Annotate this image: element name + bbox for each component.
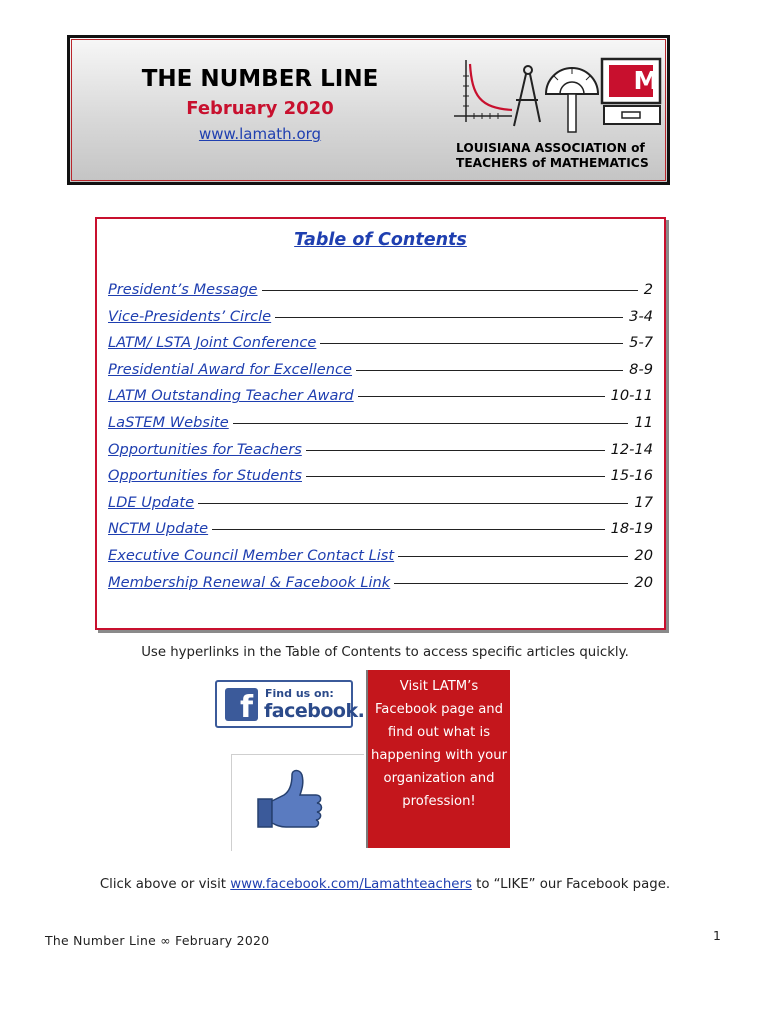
promo-line: profession! — [402, 794, 476, 809]
toc-item-label[interactable]: President’s Message — [108, 281, 258, 298]
toc-item-page: 3-4 — [629, 307, 653, 325]
toc-leader — [233, 423, 629, 424]
toc-leader — [306, 476, 605, 477]
newsletter-title: THE NUMBER LINE — [141, 66, 379, 92]
toc-leader — [198, 503, 628, 504]
page-number: 1 — [713, 928, 721, 943]
facebook-page-link[interactable]: www.facebook.com/Lamathteachers — [230, 877, 472, 892]
toc-item[interactable] — [108, 467, 653, 494]
organization-name-line1: LOUISIANA ASSOCIATION of — [456, 141, 645, 155]
website-link[interactable]: www.lamath.org — [198, 125, 322, 143]
toc-item-page: 20 — [634, 573, 653, 591]
facebook-like-button[interactable] — [231, 754, 364, 851]
organization-name — [456, 141, 671, 171]
logo-letter: M — [633, 66, 659, 95]
toc-item-page: 2 — [643, 281, 653, 298]
toc-leader — [394, 583, 628, 584]
toc-item[interactable] — [108, 308, 653, 335]
toc-item-label[interactable]: Opportunities for Students — [108, 467, 302, 485]
toc-leader — [275, 317, 623, 318]
toc-item-page: 18-19 — [610, 520, 653, 538]
toc-item[interactable] — [108, 334, 653, 361]
find-us-on-facebook-button[interactable] — [215, 680, 365, 728]
toc-leader — [306, 450, 605, 451]
toc-item-page: 12-14 — [610, 440, 653, 458]
toc-item[interactable] — [108, 574, 653, 601]
toc-item[interactable] — [108, 414, 653, 441]
toc-item[interactable] — [108, 494, 653, 521]
toc-item-label[interactable]: NCTM Update — [108, 520, 209, 538]
toc-item-label[interactable]: LDE Update — [108, 493, 195, 511]
toc-item-page: 17 — [634, 493, 653, 511]
promo-line: Facebook page and — [374, 702, 504, 717]
toc-item[interactable] — [108, 281, 653, 308]
toc-item[interactable] — [108, 547, 653, 574]
toc-item-page: 20 — [634, 546, 653, 564]
toc-leader — [358, 396, 605, 397]
promo-line: find out what is — [387, 725, 491, 740]
table-of-contents — [95, 217, 666, 630]
organization-name-line2: TEACHERS of MATHEMATICS — [456, 156, 649, 170]
toc-item[interactable] — [108, 361, 653, 388]
toc-item[interactable] — [108, 441, 653, 468]
toc-item-page: 10-11 — [610, 387, 653, 405]
toc-item-label[interactable]: LaSTEM Website — [108, 413, 229, 431]
issue-date: February 2020 — [186, 98, 334, 119]
toc-item[interactable] — [108, 387, 653, 414]
hyperlink-hint: Use hyperlinks in the Table of Contents to access specific articles quickly. — [141, 645, 629, 660]
facebook-call-to-action — [0, 877, 770, 892]
thumbs-up-icon — [232, 755, 364, 851]
toc-item-label[interactable]: LATM/ LSTA Joint Conference — [108, 334, 317, 352]
promo-line: organization and — [383, 771, 495, 786]
toc-item-label[interactable]: Opportunities for Teachers — [108, 440, 302, 458]
toc-item-label[interactable]: LATM Outstanding Teacher Award — [108, 387, 354, 405]
toc-leader — [356, 370, 623, 371]
toc-title: Table of Contents — [294, 230, 467, 250]
toc-item-page: 5-7 — [629, 334, 653, 352]
toc-item-label[interactable]: Membership Renewal & Facebook Link — [108, 573, 391, 591]
promo-line: Visit LATM’s — [399, 679, 479, 694]
toc-item-page: 15-16 — [610, 467, 653, 485]
facebook-f-icon: f — [225, 688, 258, 721]
toc-leader — [262, 290, 638, 291]
toc-leader — [212, 529, 604, 530]
toc-item-label[interactable]: Vice-Presidents’ Circle — [108, 307, 272, 325]
cta-prefix: Click above or visit — [99, 877, 231, 892]
toc-item[interactable] — [108, 520, 653, 547]
toc-item-label[interactable]: Executive Council Member Contact List — [108, 546, 395, 564]
facebook-wordmark: facebook. — [264, 700, 365, 722]
toc-leader — [320, 343, 623, 344]
page-footer: The Number Line ∞ February 2020 — [45, 933, 270, 948]
cta-suffix: to “LIKE” our Facebook page. — [471, 877, 671, 892]
toc-item-page: 8-9 — [629, 360, 653, 378]
find-us-label: Find us on: — [265, 687, 334, 700]
toc-item-page: 11 — [634, 413, 653, 431]
facebook-promo-banner[interactable] — [366, 670, 510, 848]
toc-item-label[interactable]: Presidential Award for Excellence — [108, 360, 353, 378]
newsletter-header — [67, 35, 670, 185]
promo-line: happening with your — [370, 748, 508, 763]
toc-list — [108, 281, 653, 600]
toc-leader — [398, 556, 628, 557]
